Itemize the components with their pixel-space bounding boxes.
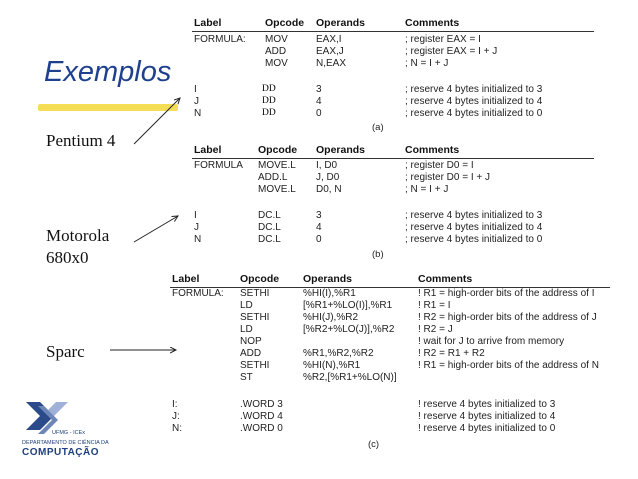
table-b-cell: DC.L: [258, 234, 281, 245]
table-c-cell: NOP: [240, 336, 262, 347]
table-c-cell: SETHI: [240, 288, 270, 299]
table-c-cell: ! reserve 4 bytes initialized to 0: [418, 423, 556, 434]
table-c-header-label: Label: [172, 273, 200, 285]
table-a-header-opcode: Opcode: [265, 17, 305, 29]
table-a-cell: ; N = I + J: [405, 58, 449, 69]
table-b-header-comments: Comments: [405, 144, 460, 156]
logo-computacao-text: COMPUTAÇÃO: [22, 447, 100, 458]
table-c-cell: %HI(J),%R2: [303, 312, 359, 323]
pentium-arrow: [134, 98, 180, 144]
table-c-cell: ! reserve 4 bytes initialized to 3: [418, 399, 556, 410]
table-b-cell: ; register D0 = I + J: [405, 172, 491, 183]
table-b-cell: ; reserve 4 bytes initialized to 4: [405, 222, 543, 233]
table-c-cell: ! R2 = R1 + R2: [418, 348, 485, 359]
table-a-cell: 3: [316, 84, 322, 95]
table-c-caption: (c): [368, 439, 380, 450]
sparc-label: Sparc: [46, 342, 85, 361]
table-b-cell: N: [194, 234, 202, 245]
table-a-cell: ; register EAX = I: [405, 34, 481, 45]
dd-label: DD: [262, 96, 276, 106]
table-a-cell: ; reserve 4 bytes initialized to 3: [405, 84, 543, 95]
table-c-cell: FORMULA:: [172, 288, 224, 299]
table-c-cell: I:: [172, 399, 178, 410]
table-a-cell: MOV: [265, 34, 288, 45]
table-b-cell: 3: [316, 210, 322, 221]
table-a-cell: ; reserve 4 bytes initialized to 4: [405, 96, 543, 107]
table-c-cell: %R1,%R2,%R2: [303, 348, 374, 359]
table-c-cell: LD: [240, 300, 253, 311]
slide-title: Exemplos: [44, 56, 172, 88]
table-c-cell: J:: [172, 411, 180, 422]
table-c-cell: ! reserve 4 bytes initialized to 4: [418, 411, 556, 422]
table-b-cell: ; register D0 = I: [405, 160, 474, 171]
table-c-cell: ! wait for J to arrive from memory: [418, 336, 565, 347]
table-b-cell: 0: [316, 234, 322, 245]
table-b-cell: ; reserve 4 bytes initialized to 3: [405, 210, 543, 221]
table-c-header-opcode: Opcode: [240, 273, 280, 285]
table-b-cell: ADD.L: [258, 172, 288, 183]
table-c-cell: N:: [172, 423, 182, 434]
table-a-header-operands: Operands: [316, 17, 366, 29]
motorola-label-line2: 680x0: [46, 248, 89, 267]
table-a-caption: (a): [372, 122, 384, 133]
table-a-cell: ADD: [265, 46, 287, 57]
table-c-cell: .WORD 3: [240, 399, 283, 410]
table-a-cell: 4: [316, 96, 322, 107]
table-c-cell: ! R1 = I: [418, 300, 451, 311]
table-b-cell: J, D0: [316, 172, 340, 183]
table-b-header-operands: Operands: [316, 144, 366, 156]
table-a-header-label: Label: [194, 17, 222, 29]
table-b-cell: MOVE.L: [258, 184, 296, 195]
table-c-cell: %HI(I),%R1: [303, 288, 356, 299]
table-c-cell: ! R2 = J: [418, 324, 453, 335]
table-a-cell: EAX,I: [316, 34, 342, 45]
table-b-cell: I, D0: [316, 160, 338, 171]
table-c-cell: %HI(N),%R1: [303, 360, 361, 371]
table-c-cell: SETHI: [240, 312, 270, 323]
dd-label: DD: [262, 108, 276, 118]
table-a-header-rule: [192, 31, 594, 32]
table-c-cell: .WORD 4: [240, 411, 283, 422]
table-c-cell: %R2,[%R1+%LO(N)]: [303, 372, 397, 383]
table-b-header-opcode: Opcode: [258, 144, 298, 156]
table-c-cell: .WORD 0: [240, 423, 283, 434]
table-c-header-operands: Operands: [303, 273, 353, 285]
table-a-cell: ; reserve 4 bytes initialized to 0: [405, 108, 543, 119]
table-b-cell: D0, N: [316, 184, 342, 195]
table-b-cell: ; N = I + J: [405, 184, 449, 195]
table-c-cell: SETHI: [240, 360, 270, 371]
table-c-header-comments: Comments: [418, 273, 473, 285]
table-a-header-comments: Comments: [405, 17, 460, 29]
logo-dept-text: DEPARTAMENTO DE CIÊNCIA DA: [22, 440, 109, 446]
table-a-cell: J: [194, 96, 199, 107]
table-c-cell: LD: [240, 324, 253, 335]
table-a-cell: I: [194, 84, 197, 95]
table-b-header-label: Label: [194, 144, 222, 156]
table-c-cell: [%R2+%LO(J)],%R2: [303, 324, 395, 335]
table-a-cell: N,EAX: [316, 58, 347, 69]
table-c-cell: [%R1+%LO(I)],%R1: [303, 300, 393, 311]
table-a-cell: 0: [316, 108, 322, 119]
table-a-cell: N: [194, 108, 202, 119]
table-b-cell: MOVE.L: [258, 160, 296, 171]
table-b-cell: J: [194, 222, 199, 233]
table-c-cell: ! R1 = high-order bits of the address of I: [418, 288, 595, 299]
table-b-caption: (b): [372, 249, 384, 260]
table-a-cell: ; register EAX = I + J: [405, 46, 498, 57]
table-b-header-rule: [192, 158, 594, 159]
table-b-cell: I: [194, 210, 197, 221]
table-b-cell: DC.L: [258, 210, 281, 221]
table-c-cell: ADD: [240, 348, 262, 359]
logo-ufmg-text: UFMG - ICEx: [52, 430, 85, 436]
motorola-arrow: [134, 216, 178, 242]
table-b-cell: 4: [316, 222, 322, 233]
table-c-cell: ! R2 = high-order bits of the address of J: [418, 312, 597, 323]
table-a-cell: FORMULA:: [194, 34, 246, 45]
table-a-cell: EAX,J: [316, 46, 344, 57]
table-a-cell: MOV: [265, 58, 288, 69]
table-c-cell: ! R1 = high-order bits of the address of N: [418, 360, 599, 371]
table-b-cell: FORMULA: [194, 160, 243, 171]
motorola-label-line1: Motorola: [46, 226, 110, 245]
table-b-cell: ; reserve 4 bytes initialized to 0: [405, 234, 543, 245]
dd-label: DD: [262, 84, 276, 94]
table-b-cell: DC.L: [258, 222, 281, 233]
pentium-label: Pentium 4: [46, 131, 116, 150]
table-c-cell: ST: [240, 372, 253, 383]
